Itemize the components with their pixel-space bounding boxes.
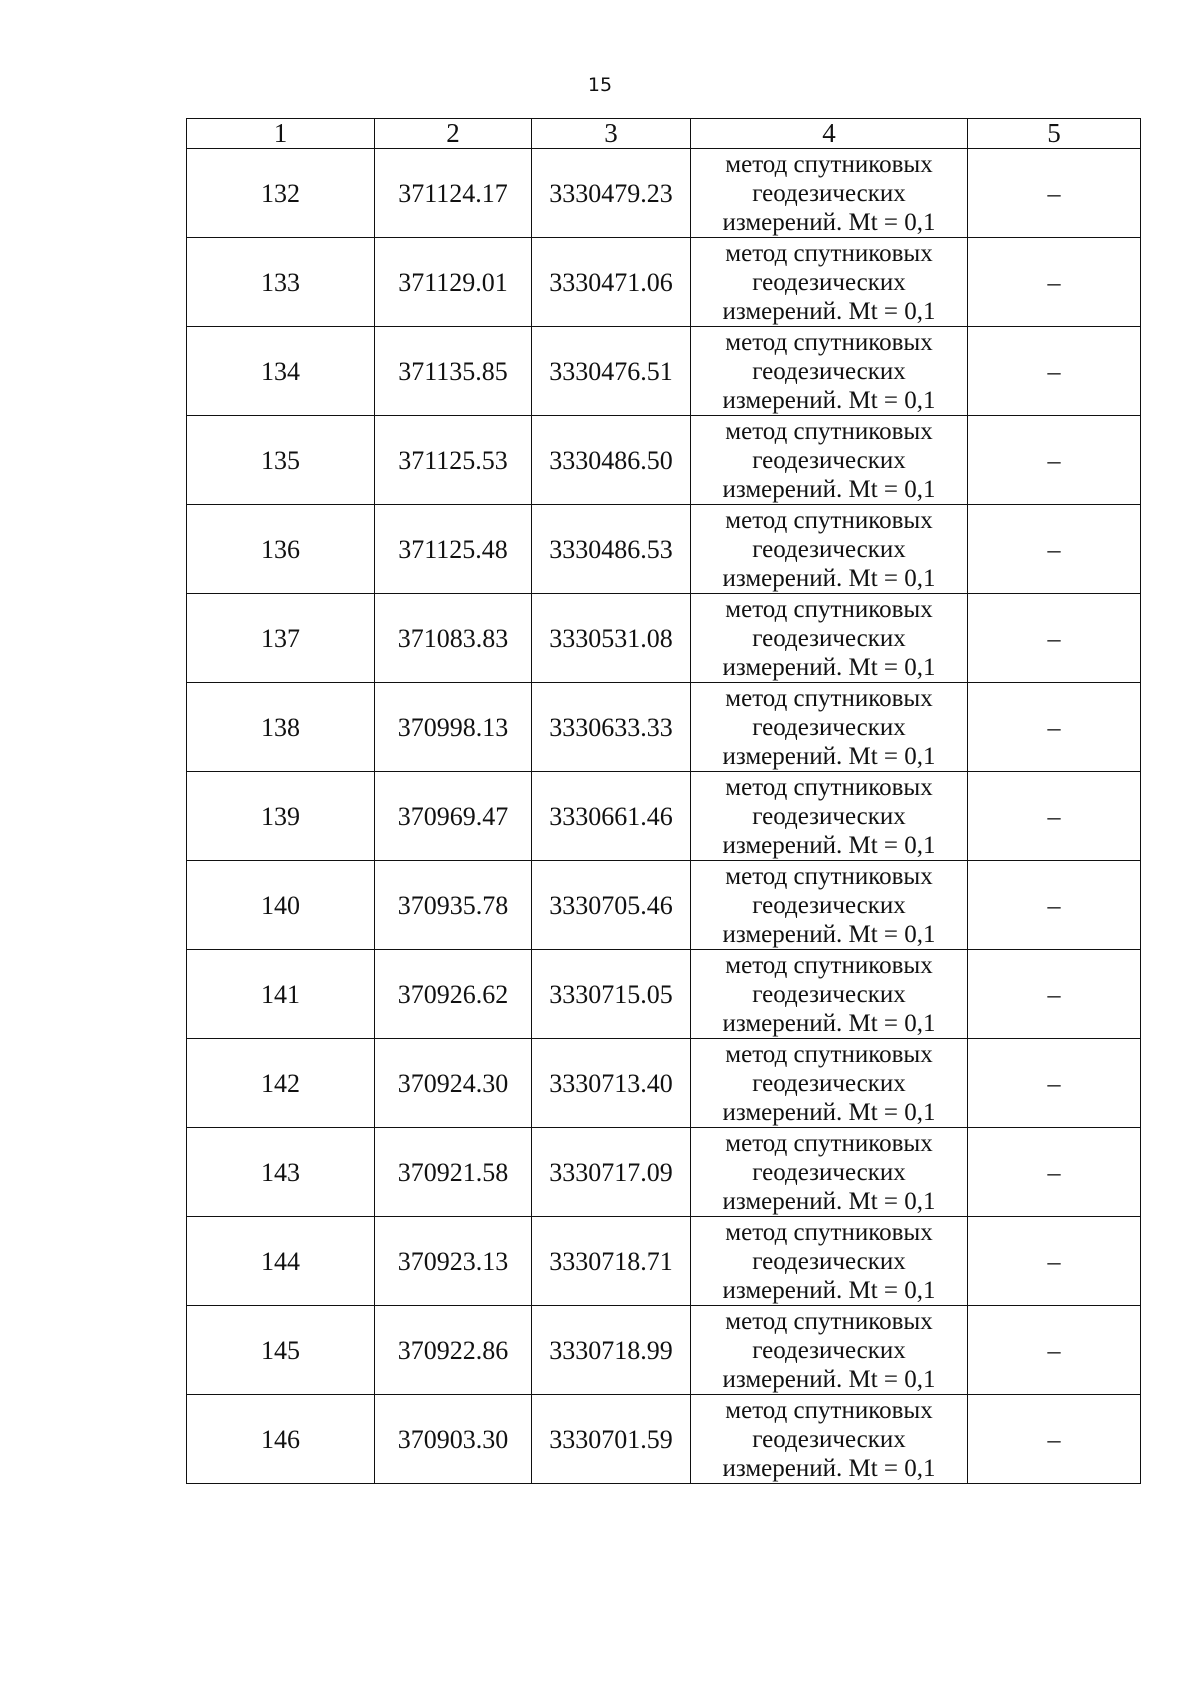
table-row — [187, 1128, 1141, 1217]
method-cell: метод спутниковых геодезических измерений. Mt = 0,1 — [691, 416, 968, 505]
note-cell: – — [968, 1217, 1141, 1306]
table-row — [187, 505, 1141, 594]
point-number-cell: 145 — [187, 1306, 375, 1395]
note-cell: – — [968, 238, 1141, 327]
note-cell: – — [968, 149, 1141, 238]
table-row — [187, 1306, 1141, 1395]
x-coordinate-cell: 371125.53 — [375, 416, 532, 505]
point-number-cell: 146 — [187, 1395, 375, 1484]
point-number-cell: 138 — [187, 683, 375, 772]
y-coordinate-cell: 3330486.50 — [532, 416, 691, 505]
x-coordinate-cell: 371083.83 — [375, 594, 532, 683]
x-coordinate-cell: 370923.13 — [375, 1217, 532, 1306]
method-cell: метод спутниковых геодезических измерений. Mt = 0,1 — [691, 327, 968, 416]
note-cell: – — [968, 861, 1141, 950]
x-coordinate-cell: 370998.13 — [375, 683, 532, 772]
y-coordinate-cell: 3330713.40 — [532, 1039, 691, 1128]
y-coordinate-cell: 3330715.05 — [532, 950, 691, 1039]
method-cell: метод спутниковых геодезических измерений. Mt = 0,1 — [691, 772, 968, 861]
table-row — [187, 1395, 1141, 1484]
table-row — [187, 149, 1141, 238]
page-number: 15 — [587, 74, 613, 96]
table-row — [187, 1039, 1141, 1128]
table-row — [187, 327, 1141, 416]
method-cell: метод спутниковых геодезических измерений. Mt = 0,1 — [691, 594, 968, 683]
table-row — [187, 861, 1141, 950]
x-coordinate-cell: 371124.17 — [375, 149, 532, 238]
header-cell-3: 3 — [532, 119, 691, 149]
x-coordinate-cell: 370935.78 — [375, 861, 532, 950]
point-number-cell: 137 — [187, 594, 375, 683]
method-cell: метод спутниковых геодезических измерений. Mt = 0,1 — [691, 505, 968, 594]
x-coordinate-cell: 371125.48 — [375, 505, 532, 594]
y-coordinate-cell: 3330471.06 — [532, 238, 691, 327]
table-row — [187, 772, 1141, 861]
method-cell: метод спутниковых геодезических измерений. Mt = 0,1 — [691, 238, 968, 327]
method-cell: метод спутниковых геодезических измерений. Mt = 0,1 — [691, 950, 968, 1039]
note-cell: – — [968, 1395, 1141, 1484]
point-number-cell: 132 — [187, 149, 375, 238]
x-coordinate-cell: 370924.30 — [375, 1039, 532, 1128]
y-coordinate-cell: 3330476.51 — [532, 327, 691, 416]
y-coordinate-cell: 3330531.08 — [532, 594, 691, 683]
table-row — [187, 683, 1141, 772]
note-cell: – — [968, 950, 1141, 1039]
table-row — [187, 950, 1141, 1039]
x-coordinate-cell: 370922.86 — [375, 1306, 532, 1395]
y-coordinate-cell: 3330479.23 — [532, 149, 691, 238]
point-number-cell: 139 — [187, 772, 375, 861]
x-coordinate-cell: 370903.30 — [375, 1395, 532, 1484]
table-row — [187, 1217, 1141, 1306]
y-coordinate-cell: 3330718.71 — [532, 1217, 691, 1306]
x-coordinate-cell: 370969.47 — [375, 772, 532, 861]
point-number-cell: 141 — [187, 950, 375, 1039]
point-number-cell: 140 — [187, 861, 375, 950]
note-cell: – — [968, 1039, 1141, 1128]
coordinates-table — [186, 118, 1141, 1484]
note-cell: – — [968, 772, 1141, 861]
note-cell: – — [968, 1306, 1141, 1395]
table-body — [187, 119, 1141, 1484]
note-cell: – — [968, 327, 1141, 416]
note-cell: – — [968, 416, 1141, 505]
method-cell: метод спутниковых геодезических измерений. Mt = 0,1 — [691, 861, 968, 950]
method-cell: метод спутниковых геодезических измерений. Mt = 0,1 — [691, 1128, 968, 1217]
table-row — [187, 416, 1141, 505]
y-coordinate-cell: 3330717.09 — [532, 1128, 691, 1217]
note-cell: – — [968, 683, 1141, 772]
x-coordinate-cell: 371129.01 — [375, 238, 532, 327]
header-cell-2: 2 — [375, 119, 532, 149]
note-cell: – — [968, 594, 1141, 683]
note-cell: – — [968, 505, 1141, 594]
point-number-cell: 134 — [187, 327, 375, 416]
point-number-cell: 144 — [187, 1217, 375, 1306]
point-number-cell: 135 — [187, 416, 375, 505]
header-cell-5: 5 — [968, 119, 1141, 149]
header-cell-4: 4 — [691, 119, 968, 149]
note-cell: – — [968, 1128, 1141, 1217]
table-row — [187, 594, 1141, 683]
table-row — [187, 238, 1141, 327]
x-coordinate-cell: 370926.62 — [375, 950, 532, 1039]
method-cell: метод спутниковых геодезических измерений. Mt = 0,1 — [691, 683, 968, 772]
y-coordinate-cell: 3330661.46 — [532, 772, 691, 861]
method-cell: метод спутниковых геодезических измерений. Mt = 0,1 — [691, 1039, 968, 1128]
method-cell: метод спутниковых геодезических измерений. Mt = 0,1 — [691, 1395, 968, 1484]
point-number-cell: 143 — [187, 1128, 375, 1217]
y-coordinate-cell: 3330486.53 — [532, 505, 691, 594]
method-cell: метод спутниковых геодезических измерений. Mt = 0,1 — [691, 1306, 968, 1395]
y-coordinate-cell: 3330705.46 — [532, 861, 691, 950]
x-coordinate-cell: 371135.85 — [375, 327, 532, 416]
method-cell: метод спутниковых геодезических измерений. Mt = 0,1 — [691, 1217, 968, 1306]
y-coordinate-cell: 3330701.59 — [532, 1395, 691, 1484]
y-coordinate-cell: 3330633.33 — [532, 683, 691, 772]
point-number-cell: 142 — [187, 1039, 375, 1128]
point-number-cell: 133 — [187, 238, 375, 327]
method-cell: метод спутниковых геодезических измерений. Mt = 0,1 — [691, 149, 968, 238]
header-cell-1: 1 — [187, 119, 375, 149]
header-row — [187, 119, 1141, 149]
point-number-cell: 136 — [187, 505, 375, 594]
y-coordinate-cell: 3330718.99 — [532, 1306, 691, 1395]
x-coordinate-cell: 370921.58 — [375, 1128, 532, 1217]
